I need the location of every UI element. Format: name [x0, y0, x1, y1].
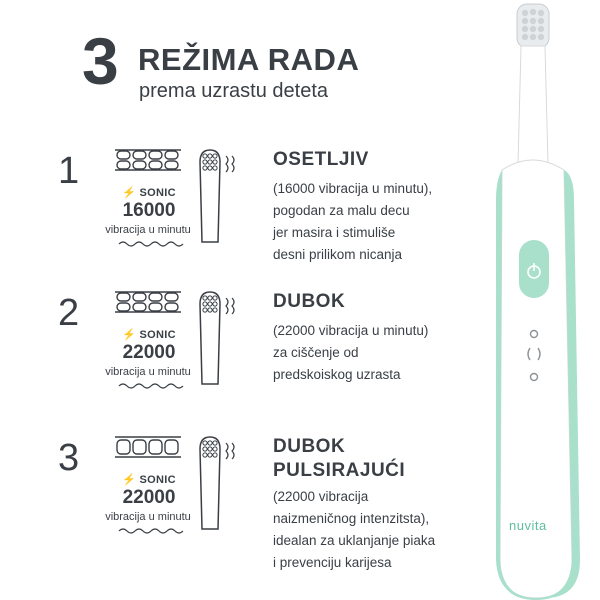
mode-description: (22000 vibracija u minutu) za ciščenje od predskoiskog uzrasta [273, 323, 429, 382]
brush-head-icon [196, 290, 242, 386]
brand-logo: nuvita [509, 518, 547, 533]
mode-description: (22000 vibracija naizmeničnog intenzitsta), idealan za uklanjanje piaka i prevenciju karijesa [273, 489, 436, 570]
teeth-icon [113, 148, 183, 172]
frequency-unit: vibracija u minutu [105, 511, 191, 523]
frequency-value: 22000 [122, 487, 176, 508]
mode-number: 2 [58, 292, 80, 334]
mode-number: 1 [58, 150, 80, 192]
brush-bristles-icon [517, 4, 549, 48]
teeth-icon [113, 435, 183, 459]
header-number: 3 [82, 24, 119, 98]
sonic-label: SONIC [139, 187, 176, 199]
brush-head-icon [196, 435, 242, 531]
frequency-unit: vibracija u minutu [105, 366, 191, 378]
sonic-label: SONIC [139, 474, 176, 486]
lightning-icon: ⚡ [122, 329, 137, 341]
mode-title: OSETLJIV [273, 149, 369, 170]
brush-head-icon [196, 148, 242, 244]
lightning-icon: ⚡ [122, 187, 137, 199]
page-title: REŽIMA RADA [138, 42, 360, 77]
frequency-value: 16000 [122, 200, 176, 221]
teeth-icon [113, 290, 183, 314]
wave-icon [118, 527, 184, 535]
toothbrush-illustration [488, 0, 600, 600]
wave-icon [118, 240, 184, 248]
frequency-value: 22000 [122, 342, 176, 363]
mode-title: DUBOK PULSIRAJUĆI [273, 436, 406, 481]
mode-description: (16000 vibracija u minutu), pogodan za malu decu jer masira i stimuliše desni prilikom nicanja [273, 181, 433, 262]
mode-title: DUBOK [273, 291, 346, 312]
lightning-icon: ⚡ [122, 474, 137, 486]
sonic-label: SONIC [139, 329, 176, 341]
page-subtitle: prema uzrastu deteta [139, 80, 328, 102]
mode-number: 3 [58, 437, 80, 479]
frequency-unit: vibracija u minutu [105, 224, 191, 236]
wave-icon [118, 382, 184, 390]
